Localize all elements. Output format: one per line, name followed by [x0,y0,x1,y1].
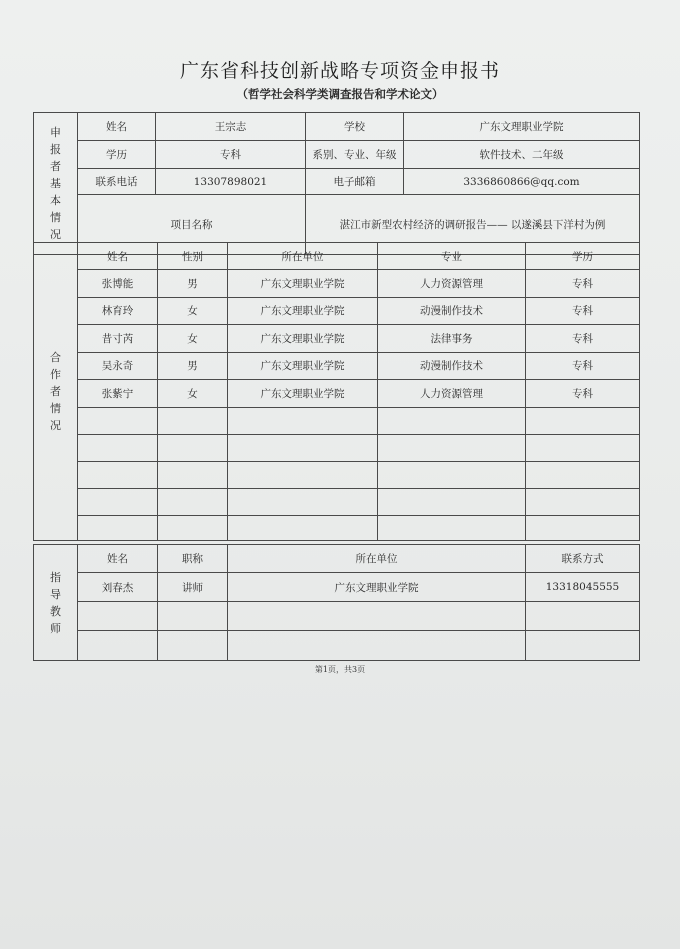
collaborator-degree: 专科 [526,325,640,353]
collaborator-gender: 男 [158,270,228,298]
table-row [34,380,640,408]
collaborator-gender: 男 [158,352,228,380]
header-name: 姓名 [78,243,158,270]
phone-label: 联系电话 [78,169,156,195]
collaborator-major: 人力资源管理 [378,270,526,298]
document-title: 广东省科技创新战略专项资金申报书 [179,60,500,82]
collaborator-degree: 专科 [526,297,640,325]
empty-row [34,407,640,434]
collaborator-degree: 专科 [526,380,640,408]
collaborator-major: 人力资源管理 [378,380,526,408]
header-unit: 所在单位 [228,243,378,270]
collaborator-unit: 广东文理职业学院 [228,325,378,353]
name-label: 姓名 [78,113,156,141]
collaborator-unit: 广东文理职业学院 [228,297,378,325]
advisor-section-label: 指 导 教 师 [34,545,78,661]
collaborator-unit: 广东文理职业学院 [228,380,378,408]
advisor-unit: 广东文理职业学院 [228,573,526,602]
collaborators-section-label: 合 作 者 情 况 [34,243,78,541]
education-label: 学历 [78,141,156,169]
applicant-name: 王宗志 [156,113,306,141]
collaborators-table [33,242,640,541]
table-row [34,352,640,380]
collaborator-degree: 专科 [526,270,640,298]
collaborator-name: 张紫宁 [78,380,158,408]
collaborator-unit: 广东文理职业学院 [228,270,378,298]
advisor-header-unit: 所在单位 [228,545,526,573]
dept-label: 系别、专业、年级 [306,141,404,169]
applicant-education: 专科 [156,141,306,169]
header-degree: 学历 [526,243,640,270]
collaborator-name: 昔寸芮 [78,325,158,353]
collaborator-gender: 女 [158,325,228,353]
collaborator-major: 动漫制作技术 [378,297,526,325]
header-gender: 性别 [158,243,228,270]
table-row [34,297,640,325]
empty-row [34,461,640,488]
table-row [34,573,640,602]
collaborator-name: 吴永奇 [78,352,158,380]
advisor-header-name: 姓名 [78,545,158,573]
applicant-table [33,112,640,255]
table-row [34,270,640,298]
collaborator-major: 动漫制作技术 [378,352,526,380]
header-major: 专业 [378,243,526,270]
advisor-name: 刘春杰 [78,573,158,602]
empty-row [34,631,640,661]
project-label: 项目名称 [78,195,306,255]
advisor-contact: 13318045555 [526,573,640,602]
empty-row [34,434,640,461]
collaborator-name: 林育玲 [78,297,158,325]
collaborator-name: 张博能 [78,270,158,298]
email-label: 电子邮箱 [306,169,404,195]
project-name: 湛江市新型农村经济的调研报告—— 以遂溪县下洋村为例 [306,195,640,255]
advisor-header-title: 职称 [158,545,228,573]
advisor-table [33,544,640,661]
collaborator-major: 法律事务 [378,325,526,353]
advisor-header-contact: 联系方式 [526,545,640,573]
applicant-school: 广东文理职业学院 [404,113,640,141]
page-footer: 第1页，共3页 [314,665,366,674]
applicant-dept: 软件技术、二年级 [404,141,640,169]
applicant-phone: 13307898021 [156,169,306,195]
collaborator-degree: 专科 [526,352,640,380]
advisor-title: 讲师 [158,573,228,602]
empty-row [34,488,640,515]
collaborator-gender: 女 [158,297,228,325]
school-label: 学校 [306,113,404,141]
document-subtitle: （哲学社会科学类调查报告和学术论文） [236,87,444,101]
empty-row [34,602,640,631]
collaborator-unit: 广东文理职业学院 [228,352,378,380]
empty-row [34,515,640,540]
collaborator-gender: 女 [158,380,228,408]
table-row [34,325,640,353]
applicant-email: 3336860866@qq.com [404,169,640,195]
applicant-section-label: 申 报 者 基 本 情 况 [34,113,78,255]
